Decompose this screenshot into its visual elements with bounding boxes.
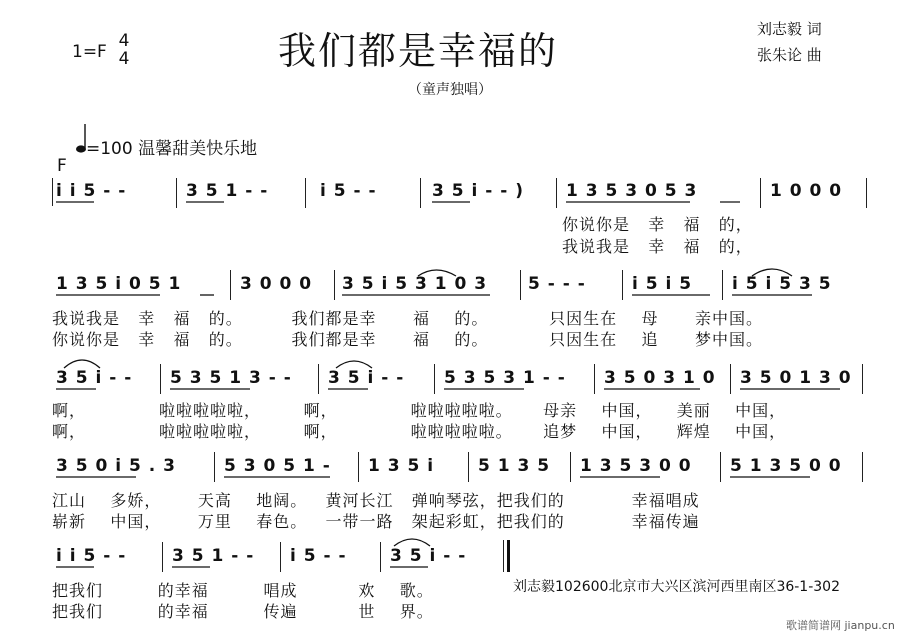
lyrics-verse-1: 把我们 的幸福 唱成 欢 歌。 [52,581,434,600]
measure: 3 5 0 3 1 0 [604,368,716,388]
lyricist-credit: 刘志毅 词 [757,20,822,38]
measure: 1 0 0 0 [770,181,843,201]
measure: i 5 - - [290,546,347,566]
measure: i i 5 - - [56,181,127,201]
measure: 3 0 0 0 [240,274,313,294]
measure: 3 5 1 - - [186,181,269,201]
measure: 1 3 5 3 0 0 [580,456,692,476]
measure: 5 3 5 1 3 - - [170,368,292,388]
measure: i 5 - - [320,181,377,201]
measure: 5 - - - [528,274,586,294]
measure: 3 5 i - - [56,368,133,388]
measure: i i 5 - - [56,546,127,566]
measure: 5 1 3 5 0 0 [730,456,842,476]
lyrics-verse-1: 啊， 啦啦啦啦啦， 啊， 啦啦啦啦啦。 母亲 中国， 美丽 中国， [52,401,787,420]
time-signature-bottom: 4 [118,49,130,69]
subtitle: （童声独唱） [408,82,492,98]
song-title: 我们都是幸福的 [278,29,559,73]
measure: 3 5 i 5 3 1 0 3 [342,274,488,294]
measure: 5 3 0 5 1 - [224,456,331,476]
lyrics-verse-1: 你说你是 幸 福 的， [562,215,753,234]
measure: 5 1 3 5 [478,456,551,476]
lyrics-verse-2: 我说我是 幸 福 的， [562,237,753,256]
lyrics-verse-2: 把我们 的幸福 传遍 世 界。 [52,602,434,621]
composer-credit: 张朱论 曲 [757,46,822,64]
measure: 3 5 0 1 3 0 [740,368,852,388]
measure: 3 5 i - - ) [432,181,524,201]
lyrics-verse-1: 江山 多娇， 天高 地阔。 黄河长江 弹响琴弦，把我们的 幸福唱成 [52,491,700,510]
tempo-marking: =100 温馨甜美快乐地 [86,139,258,159]
lyrics-verse-2: 啊， 啦啦啦啦啦， 啊， 啦啦啦啦啦。 追梦 中国， 辉煌 中国， [52,422,787,441]
measure: 1 3 5 i [368,456,435,476]
measure: 1 3 5 i 0 5 1 [56,274,182,294]
measure: i 5 i 5 [632,274,693,294]
contact-address: 刘志毅102600北京市大兴区滨河西里南区36-1-302 [513,579,840,595]
time-signature-top: 4 [118,31,130,51]
key-signature: 1=F [72,42,107,62]
measure: i 5 i 5 3 5 [732,274,832,294]
measure: 3 5 i - - [328,368,405,388]
measure: 3 5 1 - - [172,546,255,566]
measure: 3 5 0 i 5 . 3 [56,456,176,476]
measure: 5 3 5 3 1 - - [444,368,566,388]
measure: 3 5 i - - [390,546,467,566]
watermark-footer: 歌谱简谱网 jianpu.cn [786,619,895,632]
lyrics-verse-2: 你说你是 幸 福 的。 我们都是幸 福 的。 只因生在 追 梦中国。 [52,330,764,349]
chord-symbol: F [57,156,67,176]
lyrics-verse-1: 我说我是 幸 福 的。 我们都是幸 福 的。 只因生在 母 亲中国。 [52,309,764,328]
measure: 1 3 5 3 0 5 3 [566,181,698,201]
lyrics-verse-2: 崭新 中国， 万里 春色。 一带一路 架起彩虹，把我们的 幸福传遍 [52,512,700,531]
